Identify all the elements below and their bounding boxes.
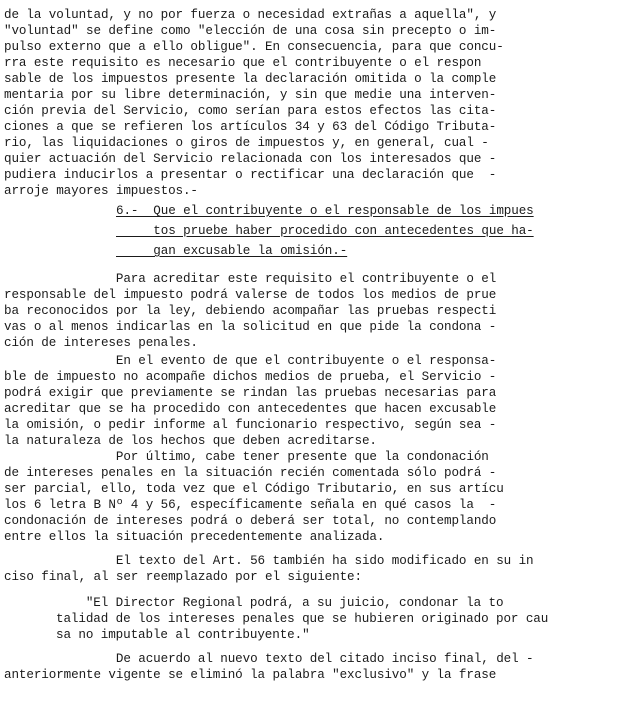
text-line: Para acreditar este requisito el contribuyente o el — [4, 272, 497, 286]
text-line: quier actuación del Servicio relacionada con los interesados que - — [4, 152, 497, 166]
text-line: ción de intereses penales. — [4, 336, 198, 350]
text-line: de la voluntad, y no por fuerza o necesidad extrañas a aquella", y — [4, 8, 497, 22]
quote-line: talidad de los intereses penales que se hubieren originado por cau — [56, 612, 549, 626]
text-line: mentaria por su libre determinación, y sin que medie una interven- — [4, 88, 497, 102]
text-line: arroje mayores impuestos.- — [4, 184, 198, 198]
text-line: la omisión, o pedir informe al funcionario respectivo, según sea - — [4, 418, 497, 432]
heading-line: tos pruebe haber procedido con antecedentes que ha- — [116, 224, 534, 238]
text-line: acreditar que se ha procedido con antecedentes que hacen excusable — [4, 402, 497, 416]
text-line: pudiera inducirlos a presentar o rectificar una declaración que - — [4, 168, 497, 182]
text-line: de intereses penales en la situación recién comentada sólo podrá - — [4, 466, 497, 480]
text-line: En el evento de que el contribuyente o el responsa- — [4, 354, 497, 368]
text-line: los 6 letra B Nº 4 y 56, específicamente señala en qué casos la - — [4, 498, 497, 512]
quote-line: "El Director Regional podrá, a su juicio, condonar la to — [56, 596, 504, 610]
text-line: vas o al menos indicarlas en la solicitud en que pide la condona - — [4, 320, 497, 334]
text-line: rio, las liquidaciones o giros de impuestos y, en general, cual - — [4, 136, 489, 150]
heading-line: 6.- Que el contribuyente o el responsable de los impues — [116, 204, 534, 218]
text-line: "voluntad" se define como "elección de una cosa sin precepto o im- — [4, 24, 497, 38]
text-line: El texto del Art. 56 también ha sido modificado en su in — [4, 554, 534, 568]
quote-line: sa no imputable al contribuyente." — [56, 628, 310, 642]
text-line: ble de impuesto no acompañe dichos medios de prueba, el Servicio - — [4, 370, 497, 384]
text-line: responsable del impuesto podrá valerse de todos los medios de prue — [4, 288, 497, 302]
heading-line: gan excusable la omisión.- — [116, 244, 348, 258]
text-line: De acuerdo al nuevo texto del citado inciso final, del - — [4, 652, 534, 666]
text-line: condonación de intereses podrá o deberá ser total, no contemplando — [4, 514, 497, 528]
text-line: ciones a que se refieren los artículos 34 y 63 del Código Tributa- — [4, 120, 497, 134]
text-line: rra este requisito es necesario que el contribuyente o el respon — [4, 56, 482, 70]
text-line: sable de los impuestos presente la declaración omitida o la comple — [4, 72, 497, 86]
text-line: ción previa del Servicio, como serían para estos efectos las cita- — [4, 104, 497, 118]
text-line: Por último, cabe tener presente que la condonación — [4, 450, 489, 464]
text-line: ser parcial, ello, toda vez que el Código Tributario, en sus artícu — [4, 482, 504, 496]
text-line: entre ellos la situación precedentemente analizada. — [4, 530, 385, 544]
text-line: anteriormente vigente se eliminó la palabra "exclusivo" y la frase — [4, 668, 497, 682]
text-line: ba reconocidos por la ley, debiendo acompañar las pruebas respecti — [4, 304, 497, 318]
text-line: la naturaleza de los hechos que deben acreditarse. — [4, 434, 377, 448]
text-line: ciso final, al ser reemplazado por el siguiente: — [4, 570, 362, 584]
text-line: pulso externo que a ello obligue". En consecuencia, para que concu- — [4, 40, 504, 54]
text-line: podrá exigir que previamente se rindan las pruebas necesarias para — [4, 386, 497, 400]
